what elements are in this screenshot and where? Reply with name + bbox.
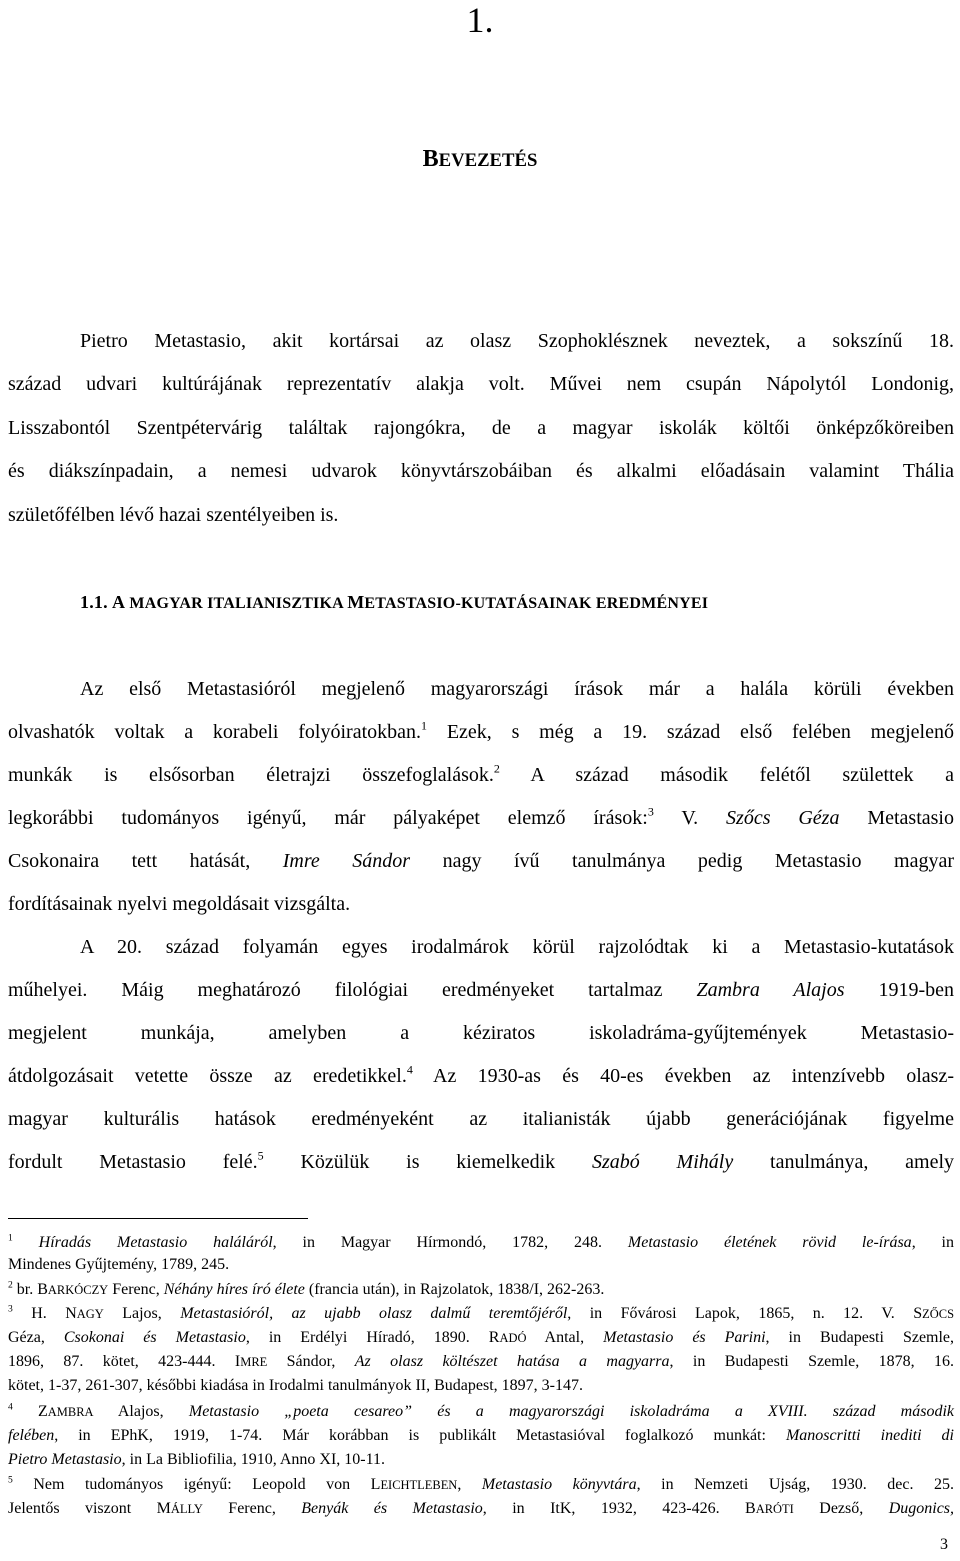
footnote-3-line-3 bbox=[8, 1352, 954, 1372]
footnote-number: 2 bbox=[8, 1279, 13, 1291]
text: , in Magyar Hírmondó, 1782, 248. bbox=[272, 1234, 628, 1251]
text: Manoscritti inediti di bbox=[785, 1427, 954, 1444]
text: (francia után), in Rajzolatok, 1838/I, 262-263. bbox=[304, 1281, 605, 1298]
text: ARÓTI bbox=[755, 1502, 794, 1516]
text: Néhány híres író élete bbox=[163, 1281, 305, 1298]
footnote-separator bbox=[8, 1218, 308, 1219]
intro-line-1: Pietro Metastasio, akit kortársai az olasz Szophoklésznek neveztek, a sokszínű 18. bbox=[80, 330, 954, 352]
text: Az 1930-as és 40-es években az intenzívebb olasz- bbox=[412, 1065, 954, 1087]
footnote-2 bbox=[8, 1280, 954, 1300]
text: műhelyei. Máig meghatározó filológiai eredményeket tartalmaz bbox=[8, 979, 697, 1001]
text: Ferenc, bbox=[202, 1500, 302, 1517]
footnote-3-line-1 bbox=[8, 1304, 954, 1324]
body-line-2 bbox=[8, 720, 954, 744]
text: Z bbox=[12, 1403, 48, 1420]
text: , in Budapesti Szemle, bbox=[765, 1329, 955, 1346]
text: Dezső, bbox=[793, 1500, 889, 1517]
footnote-ref[interactable]: 2 bbox=[493, 761, 500, 776]
text: Alajos, bbox=[93, 1403, 189, 1420]
text: legkorábbi tudományos igényű, már pályaképet elemző írások: bbox=[8, 807, 648, 829]
text: , in ItK, 1932, 423-426. B bbox=[482, 1500, 756, 1517]
chapter-number: 1. bbox=[466, 0, 494, 40]
text: Jelentős viszont M bbox=[8, 1500, 171, 1517]
intro-line-5: születőfélben lévő hazai szentélyeiben is. bbox=[8, 504, 339, 526]
footnote-5-line-1 bbox=[8, 1475, 954, 1495]
text: , in Nemzeti Ujság, 1930. dec. 25. bbox=[636, 1476, 955, 1493]
footnote-number: 4 bbox=[8, 1401, 13, 1413]
body-line-3 bbox=[8, 763, 954, 787]
text: nagy ívű tanulmánya pedig Metastasio magyar bbox=[410, 850, 954, 872]
author-name: Imre Sándor bbox=[282, 850, 411, 872]
footnote-4-line-1 bbox=[8, 1402, 954, 1422]
text: 1919-ben bbox=[844, 979, 954, 1001]
body-line-1: Az első Metastasióról megjelenő magyarországi írások már a halála körüli években bbox=[80, 678, 954, 700]
text: MRE bbox=[240, 1355, 268, 1369]
text: tanulmánya, amely bbox=[733, 1151, 954, 1173]
text: , in Budapesti Szemle, 1878, 16. bbox=[669, 1353, 955, 1370]
intro-line-4: és diákszínpadain, a nemesi udvarok könyvtárszobáiban és alkalmi előadásain valamint Thália bbox=[8, 460, 954, 482]
text: , in bbox=[911, 1234, 955, 1251]
body-line-8 bbox=[8, 978, 954, 1002]
text: fordult Metastasio felé. bbox=[8, 1151, 258, 1173]
text: Ezek, s még a 19. század első felében megjelenő bbox=[427, 721, 954, 743]
footnote-3-line-2 bbox=[8, 1328, 954, 1348]
text: , in EPhK, 1919, 1-74. Már korábban is publikált Metastasióval foglalkozó munkát: bbox=[54, 1427, 786, 1444]
text: ÁLLY bbox=[170, 1502, 203, 1516]
text: Metastasio életének rövid le-írása bbox=[627, 1234, 912, 1251]
text: ADÓ bbox=[499, 1331, 527, 1345]
text: EICHTLEBEN bbox=[380, 1478, 458, 1492]
page-number: 3 bbox=[940, 1536, 948, 1553]
chapter-title-rest: EVEZETÉS bbox=[438, 150, 538, 171]
text: Csokonaira tett hatását, bbox=[8, 850, 283, 872]
text: Ferenc, bbox=[108, 1281, 164, 1298]
text: Nem tudományos igényű: Leopold von L bbox=[12, 1476, 381, 1493]
text: V. bbox=[653, 807, 727, 829]
section-heading-word: A bbox=[112, 592, 126, 612]
text: Közülük is kiemelkedik bbox=[263, 1151, 592, 1173]
body-line-6: fordításainak nyelvi megoldásait vizsgálta. bbox=[8, 893, 351, 915]
text: , in La Bibliofilia, 1910, Anno XI, 10-11. bbox=[121, 1451, 386, 1468]
text: Metastasio bbox=[839, 807, 954, 829]
footnote-1-line-2: Mindenes Gyűjtemény, 1789, 245. bbox=[8, 1256, 230, 1273]
section-number: 1.1. bbox=[80, 592, 108, 612]
section-heading-word: M bbox=[347, 592, 365, 612]
author-name: Szabó Mihály bbox=[591, 1151, 734, 1173]
text: ARKÓCZY bbox=[47, 1283, 109, 1297]
body-line-10 bbox=[8, 1064, 954, 1088]
text: Az olasz költészet hatása a magyarra bbox=[354, 1353, 670, 1370]
text: 1896, 87. kötet, 423-444. I bbox=[8, 1353, 241, 1370]
author-name: Zambra Alajos bbox=[696, 979, 845, 1001]
text: , in Erdélyi Híradó, 1890. R bbox=[245, 1329, 500, 1346]
author-name: Szőcs Géza bbox=[726, 807, 840, 829]
footnote-number: 5 bbox=[8, 1474, 13, 1486]
text: Pietro Metastasio bbox=[8, 1451, 122, 1468]
footnote-ref[interactable]: 3 bbox=[647, 804, 654, 819]
footnote-5-line-2 bbox=[8, 1499, 954, 1519]
text: munkák is elsősorban életrajzi összefoglalások. bbox=[8, 764, 494, 786]
chapter-title bbox=[0, 146, 960, 173]
text: A század második felétől születtek a bbox=[499, 764, 954, 786]
text: br. B bbox=[12, 1281, 48, 1298]
section-heading-word: -KUTATÁSAINAK EREDMÉNYEI bbox=[455, 595, 709, 612]
intro-line-2: század udvari kultúrájának reprezentatív alakja volt. Művei nem csupán Nápolytól Londonig, bbox=[8, 373, 954, 395]
text: Metastasio „poeta cesareo” és a magyarországi iskoladráma a XVIII. század második bbox=[188, 1403, 955, 1420]
footnote-number: 3 bbox=[8, 1303, 13, 1315]
footnote-4-line-2 bbox=[8, 1426, 954, 1445]
text: felében bbox=[8, 1427, 55, 1444]
text: olvashatók voltak a korabeli folyóiratokban. bbox=[8, 721, 422, 743]
text: H. N bbox=[12, 1305, 77, 1322]
text: Metastasio könyvtára bbox=[481, 1476, 637, 1493]
text: ZŐCS bbox=[922, 1307, 955, 1321]
footnote-ref[interactable]: 5 bbox=[257, 1148, 264, 1163]
text: Metastasióról, az ujabb olasz dalmű teremtőjéről bbox=[180, 1305, 568, 1322]
chapter-title-initial: B bbox=[422, 146, 439, 172]
body-line-11: magyar kulturális hatások eredményeként az italianisták újabb generációjának figyelme bbox=[8, 1108, 954, 1130]
body-line-9: megjelent munkája, amelyben a kéziratos iskoladráma-gyűjtemények Metastasio- bbox=[8, 1022, 954, 1044]
text: , bbox=[457, 1476, 482, 1493]
footnote-3-line-4: kötet, 1-37, 261-307, későbbi kiadása in Irodalmi tanulmányok II, Budapest, 1897, 3-147. bbox=[8, 1377, 584, 1394]
text: átdolgozásait vetette össze az eredetikkel. bbox=[8, 1065, 407, 1087]
footnote-ref[interactable]: 4 bbox=[406, 1062, 413, 1077]
text: , in Fővárosi Lapok, 1865, n. 12. V. S bbox=[567, 1305, 923, 1322]
intro-line-3: Lisszabontól Szentpétervárig találtak rajongókra, de a magyar iskolák költői önképzőköreiben bbox=[8, 417, 954, 439]
footnote-1-line-1 bbox=[8, 1233, 954, 1252]
text: AGY bbox=[76, 1307, 104, 1321]
text: Csokonai és Metastasio bbox=[63, 1329, 246, 1346]
footnote-ref[interactable]: 1 bbox=[421, 718, 428, 733]
text: Metastasio és Parini bbox=[603, 1329, 766, 1346]
text: Sándor, bbox=[267, 1353, 355, 1370]
body-line-12 bbox=[8, 1150, 954, 1174]
text: Benyák és Metastasio bbox=[301, 1500, 483, 1517]
text: Antal, bbox=[526, 1329, 604, 1346]
text: Lajos, bbox=[103, 1305, 181, 1322]
body-line-4 bbox=[8, 806, 954, 830]
text: Híradás Metastasio haláláról bbox=[38, 1234, 273, 1251]
text: AMBRA bbox=[47, 1405, 94, 1419]
text: Géza, bbox=[8, 1329, 64, 1346]
footnote-4-line-3 bbox=[8, 1450, 954, 1469]
section-heading-word: MAGYAR ITALIANISZTIKA bbox=[129, 595, 344, 612]
text: Dugonics, bbox=[888, 1500, 955, 1517]
section-heading-word: ETASTASIO bbox=[364, 595, 456, 612]
body-line-7: A 20. század folyamán egyes irodalmárok körül rajzolódtak ki a Metastasio-kutatások bbox=[80, 936, 954, 958]
body-line-5 bbox=[8, 849, 954, 873]
footnote-number: 1 bbox=[8, 1232, 13, 1244]
section-heading bbox=[80, 592, 708, 613]
